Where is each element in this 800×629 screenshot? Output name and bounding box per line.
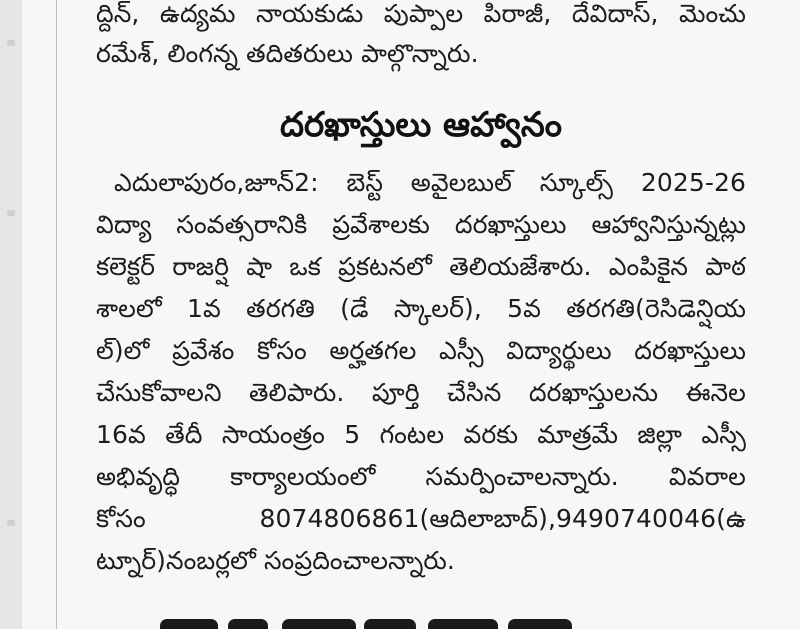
article-headline: దరఖాస్తులు ఆహ్వానం xyxy=(279,105,562,145)
article-line: 16వ తేదీ సాయంత్రం 5 గంటల వరకు మాత్రమే జిల్లా ఎస్సీ xyxy=(96,420,746,449)
margin-mark xyxy=(7,40,15,46)
article-line: ట్నూర్)నంబర్లలో సంప్రదించాలన్నారు. xyxy=(96,546,455,575)
next-headline-cut-off xyxy=(60,605,600,629)
previous-article-line: రమేశ్, లింగన్న తదితరులు పాల్గొన్నారు. xyxy=(96,39,479,68)
newspaper-column xyxy=(96,0,746,629)
article-line: ల్)లో ప్రవేశం కోసం అర్హతగల ఎస్సీ విద్యార్థులు దరఖాస్తులు xyxy=(96,336,746,365)
article-line: కలెక్టర్ రాజర్షి షా ఒక ప్రకటనలో తెలియజేశారు. ఎంపికైన పాఠ xyxy=(96,252,746,281)
article-line: కోసం 8074806861(ఆదిలాబాద్),9490740046(ఉ xyxy=(96,504,746,533)
margin-mark xyxy=(7,520,15,526)
margin-mark xyxy=(7,210,15,216)
article-line: ఎదులాపురం,జూన్2: బెస్ట్ అవైలబుల్ స్కూల్స్ 2025-26 xyxy=(114,168,746,197)
previous-article-line: ద్దిన్, ఉద్యమ నాయకుడు పుప్పాల పిరాజీ, దేవిదాస్, మెంచు xyxy=(96,0,746,28)
page-margin-strip xyxy=(0,0,22,629)
article-line: చేసుకోవాలని తెలిపారు. పూర్తి చేసిన దరఖాస్తులను ఈనెల xyxy=(96,378,746,407)
column-divider xyxy=(56,0,57,629)
article-line: శాలలో 1వ తరగతి (డే స్కాలర్), 5వ తరగతి(రెసిడెన్షియ xyxy=(96,294,746,323)
article-line: విద్యా సంవత్సరానికి ప్రవేశాలకు దరఖాస్తులు ఆహ్వానిస్తున్నట్లు xyxy=(96,210,746,239)
article-line: అభివృద్ధి కార్యాలయంలో సమర్పించాలన్నారు. వివరాల xyxy=(96,462,746,491)
